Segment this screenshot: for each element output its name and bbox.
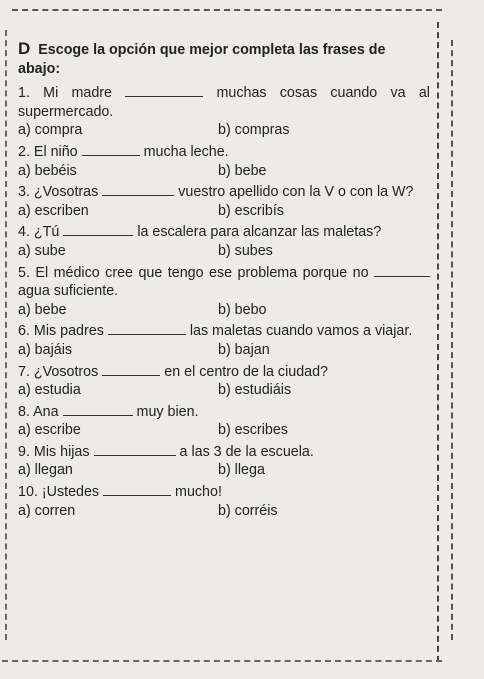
question-text-after: en el centro de la ciudad? — [164, 363, 329, 380]
question-text-before: ¡Ustedes — [41, 484, 100, 501]
question-5 — [18, 264, 430, 320]
question-text-after: mucha leche. — [143, 143, 229, 160]
question-text-before: ¿Vosotras — [33, 184, 99, 201]
option-a[interactable]: a) estudia — [18, 382, 81, 399]
question-text-before: El niño — [33, 143, 78, 160]
option-a[interactable]: a) bebe — [18, 301, 67, 318]
option-a[interactable]: a) escriben — [18, 202, 89, 219]
question-text-after: las maletas cuando vamos a viajar. — [189, 323, 413, 340]
question-text-after: la escalera para alcanzar las maletas? — [137, 224, 382, 241]
question-text-before: Mis hijas — [33, 443, 90, 460]
option-a[interactable]: a) corren — [18, 502, 76, 519]
answer-blank[interactable] — [63, 223, 133, 236]
question-9 — [18, 443, 430, 480]
question-text-before: ¿Tú — [33, 224, 60, 241]
question-number: 4. — [18, 224, 30, 241]
question-number: 9. — [18, 443, 30, 460]
question-2 — [18, 143, 430, 180]
instruction-text: Escoge la opción que mejor completa las frases de abajo: — [18, 42, 386, 77]
question-text-before: ¿Vosotros — [33, 363, 99, 380]
dashed-border-top — [12, 9, 442, 11]
question-text-before: El médico cree que tengo ese problema porque no — [35, 264, 369, 281]
question-text-after: a las 3 de la escuela. — [179, 443, 314, 460]
question-10 — [18, 483, 430, 520]
question-number: 6. — [18, 323, 30, 340]
option-a[interactable]: a) llegan — [18, 462, 73, 479]
option-b[interactable]: b) escribís — [218, 202, 284, 219]
question-4 — [18, 223, 430, 260]
question-text-after: muchas cosas cuando va al supermercado. — [18, 85, 430, 120]
question-number: 2. — [18, 143, 30, 160]
section-letter: D — [18, 39, 31, 58]
question-number: 8. — [18, 403, 30, 420]
option-a[interactable]: a) compra — [18, 122, 83, 139]
option-a[interactable]: a) escribe — [18, 422, 81, 439]
option-b[interactable]: b) llega — [218, 462, 265, 479]
dashed-border-bottom — [2, 660, 442, 662]
option-a[interactable]: a) bebéis — [18, 162, 77, 179]
option-b[interactable]: b) subes — [218, 242, 273, 259]
option-b[interactable]: b) compras — [218, 122, 290, 139]
question-text-before: Mis padres — [33, 323, 104, 340]
exercise-heading — [18, 40, 430, 78]
question-number: 7. — [18, 363, 30, 380]
question-number: 10. — [18, 484, 38, 501]
option-b[interactable]: b) bebo — [218, 301, 267, 318]
option-b[interactable]: b) corréis — [218, 502, 278, 519]
option-b[interactable]: b) escribes — [218, 422, 288, 439]
answer-blank[interactable] — [94, 443, 176, 456]
option-a[interactable]: a) bajáis — [18, 341, 73, 358]
question-number: 1. — [18, 85, 30, 102]
answer-blank[interactable] — [103, 483, 171, 496]
question-1 — [18, 84, 430, 140]
dashed-border-right — [437, 22, 439, 662]
option-b[interactable]: b) bajan — [218, 341, 270, 358]
dashed-border-right-outer — [451, 40, 453, 640]
answer-blank[interactable] — [102, 363, 160, 376]
question-text-before: Mi madre — [43, 85, 113, 102]
answer-blank[interactable] — [374, 264, 430, 277]
question-6 — [18, 322, 430, 359]
answer-blank[interactable] — [108, 322, 186, 335]
answer-blank[interactable] — [82, 143, 140, 156]
option-b[interactable]: b) bebe — [218, 162, 267, 179]
question-8 — [18, 403, 430, 440]
option-b[interactable]: b) estudiáis — [218, 382, 292, 399]
answer-blank[interactable] — [102, 183, 174, 196]
dashed-border-left — [5, 30, 7, 640]
answer-blank[interactable] — [125, 84, 203, 97]
question-text-before: Ana — [33, 403, 59, 420]
question-3 — [18, 183, 430, 220]
question-text-after: muy bien. — [136, 403, 199, 420]
question-number: 3. — [18, 184, 30, 201]
answer-blank[interactable] — [63, 403, 133, 416]
question-7 — [18, 363, 430, 400]
question-text-after: agua suficiente. — [18, 283, 119, 300]
exercise-content — [18, 40, 430, 523]
question-text-after: mucho! — [175, 484, 222, 501]
option-a[interactable]: a) sube — [18, 242, 66, 259]
question-number: 5. — [18, 264, 30, 281]
question-text-after: vuestro apellido con la V o con la W? — [178, 184, 414, 201]
